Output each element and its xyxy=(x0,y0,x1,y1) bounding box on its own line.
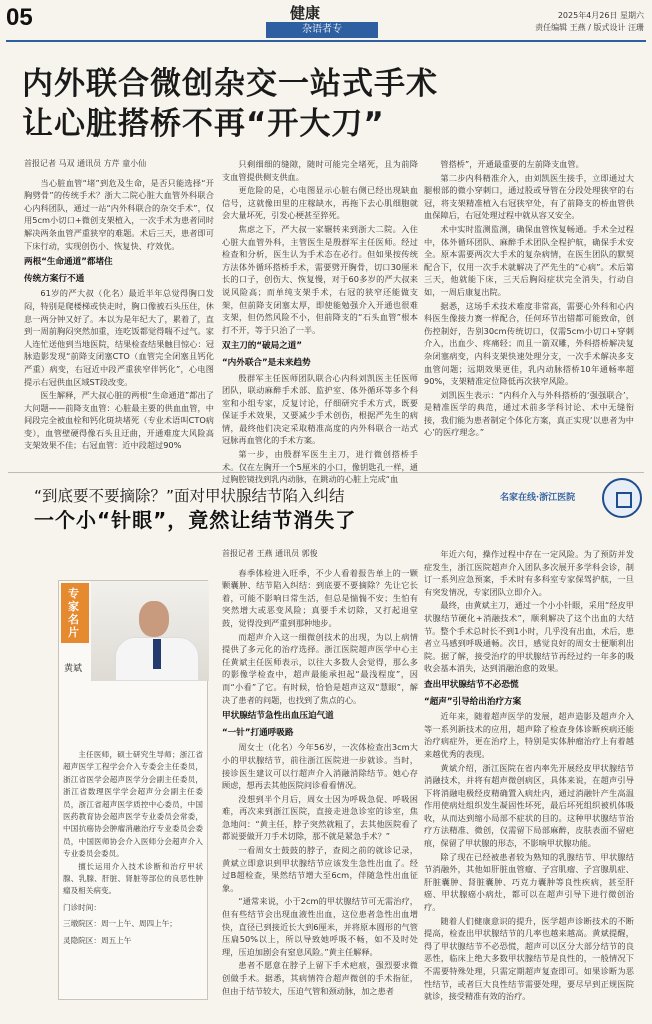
subheading: “内外联合”是未来趋势 xyxy=(222,357,311,368)
subheading: “一针”打通呼吸路 xyxy=(222,727,294,738)
paragraph: 更危险的是，心电图显示心脏右侧已经出现缺血信号，这就像田里的庄稼缺水，再拖下去心肌细胞就会大量坏死，引发心梗甚至猝死。 xyxy=(222,185,418,221)
article1-column-1 xyxy=(24,158,214,466)
page-number: 05 xyxy=(6,4,33,31)
subheading: 两根“生命通道”都堵住 xyxy=(24,257,113,268)
subheading: 查出甲状腺结节不必恐慌 xyxy=(424,679,519,690)
clinic-hours-title: 门诊时间： xyxy=(63,902,101,912)
paragraph: 除了现在已经被患者较为熟知的乳腺结节、甲状腺结节消融外，其他如肝脏血管瘤、子宫肌瘤、子宫腺肌症、肝脏囊肿、肾脏囊肿、巧克力囊肿等良性疾病，甚至肝癌、甲状腺癌小病灶，都可以在超声引导下进行微创治疗。 xyxy=(424,851,634,913)
paragraph: 春季体检进入旺季，不少人看着报告单上的一颗颗囊肿、结节陷入纠结：到底要不要摘除？先让它长着，可能不影响日常生活，但总是惴惴不安；生怕有突然增大或恶变风险；真要手术切除，又打起退堂鼓，觉得没到严重到那种地步。 xyxy=(222,567,418,628)
expert-specialty: 擅长运用介入技术诊断和治疗甲状腺、乳腺、肝脏、肾脏等部位的良恶性肿瘤及相关病变。 xyxy=(63,861,203,896)
paragraph: 第一步，由殷群军医生主刀，进行微创搭桥手术。仅在左胸开一个5厘米的小口，像钥匙孔一样，通过胸腔镜找到乳内动脉，在跳动的心脏上完成“血 xyxy=(222,449,418,485)
paragraph: 医生解释，严大叔心脏的两根“生命通道”都出了大问题——前降支血管：心脏最主要的供血血管，中间段完全被血栓和钙化斑块堵死（专业术语叫CTO病变），血管壁硬得像石头且迂曲，开通难度大风险高支架效果不佳；右冠血管：近中段超过90% xyxy=(24,390,214,451)
hospital-logo-text: 名家在线·浙江医院 xyxy=(500,493,576,503)
expert-photo xyxy=(91,581,209,681)
expert-name: 黄斌 xyxy=(64,664,83,674)
paragraph: 殷群军主任医师团队联合心内科刘凯医主任医师团队，联动麻醉手术部、监护室、体外循环等多个科室和小组专家，反复讨论，仔细研究手术方式，既要保证手术效果，又要减少手术创伤，根据严先生的病情，最终他们决定采取精准高度的内外科联合一站式冠脉再血管化的手术方案。 xyxy=(222,372,418,446)
article2-headline: 一个小“针眼”，竟然让结节消失了 xyxy=(34,508,357,532)
expert-bio-text: 主任医师，硕士研究生导师；浙江省超声医学工程学会介入专委会主任委员，浙江省医学会超声医学分会副主任委员，浙江省数理医学学会超声分会副主任委员，浙江省超声医学质控中心委员，中国医药教育协会超声医学专业委员会常委，中国抗癌协会肿瘤消融治疗专业委员会委员，中国医师协会介入医师分会超声介入专业委员会委员。 xyxy=(63,750,203,859)
paragraph: 焦虑之下，严大叔一家辗转来到浙大二院。入住心脏大血管外科，主管医生是殷群军主任医师。经过检查和分析，医生认为手术态在必行。但如果按传统方法体外循环搭桥手术，需要劈开胸骨，切口30厘米长的口子，创伤大、恢复慢，对于60多岁的严大叔来说风险高；而单纯支架手术，右冠的狭窄还能做支架，但前降支闭塞太厚，即使能勉强介入开通也很难支架，但仍然风险不小，但前降支的“石头血管”根本打不开，等于只治了一半。 xyxy=(222,223,418,335)
article2-column-2 xyxy=(424,548,634,1018)
section-divider xyxy=(8,472,644,473)
hospital-seal-icon xyxy=(602,478,642,518)
paragraph: 术中实时监测监测，确保血管恢复畅通。手术全过程中，体外循环团队、麻醉手术团队全程护航，确保手术安全。原本需要两次大手术的复杂病情，在医生团队的默契配合下，仅用一次手术就解决了严先生的“心病”。术后第三天，他就能下床，三天后胸闷症状完全消失，行动自如，一周后康复出院。 xyxy=(424,223,634,297)
expert-card-tag: 专家名片 xyxy=(61,583,89,643)
photo-tie xyxy=(153,639,161,669)
article1-column-2 xyxy=(222,158,418,485)
paragraph: 管搭桥”，开通最重要的左前降支血管。 xyxy=(440,159,584,169)
article1-headline xyxy=(22,64,632,144)
paragraph: 只剩细细的缝隙，随时可能完全堵死，且为前降支血管提供侧支供血。 xyxy=(222,159,418,182)
expert-bio xyxy=(63,749,203,947)
expert-card xyxy=(58,580,208,1000)
subheading: 双主刀的“破局之道” xyxy=(222,341,303,352)
article2-column-1 xyxy=(222,548,418,1018)
paragraph: 一看周女士鼓鼓的脖子，查阅之前的就诊记录，黄斌立即意识到甲状腺结节应该发生急性出血了。经过B超检查，果然结节增大至6cm，伴随急性出血征象。 xyxy=(222,845,418,893)
hospital-logo xyxy=(500,478,642,518)
paragraph: 近年来，随着超声医学的发展，超声造影及超声介入等一系列新技术的应用，超声除了检查身体诊断疾病还能治疗病症外，更在治疗上，特别是实体肿瘤治疗上有着越来越优秀的表现。 xyxy=(424,711,634,759)
article2-kicker: “到底要不要摘除？”面对甲状腺结节陷入纠结 xyxy=(34,487,345,505)
paragraph: 当心脏血管“堵”到危及生命，是否只能选择“开胸劈骨”的传统手术？浙大二院心脏大血管外科联合心内科团队，通过一站“内外科联合的杂交手术”，仅用5cm小切口+微创支架植入，一次手术为患者同时解决两条血管严重狭窄的难题。术后三天，患者即可下床行动，实现创伤小、恢复快、疗效优。 xyxy=(24,177,214,251)
paragraph: 第二步内科精准介入，由刘凯医生接手，立即通过大腿根部的微小穿刺口，通过股或导管在分段处理狭窄的右冠，将支架精准植入右冠狭窄处，有了前降支的桥血管供血保障后，右冠处理过程中就从容又安全。 xyxy=(424,172,634,221)
clinic-hours-line: 三墩院区：周一上午、周四上午； xyxy=(63,919,177,929)
paragraph: 年近六旬，操作过程中存在一定风险。为了预防并发症发生，浙江医院超声介入团队多次展开多学科会诊，制订一系列应急预案，手术时有多科室专家保驾护航，一旦有突发情况，专家团队立即介入。 xyxy=(424,549,634,597)
paragraph: “通常来说，小于2cm的甲状腺结节可无需治疗，但有些结节会出现血液性出血，这位患者急性出血增快，直径已到接近长大到6厘米，并将原本圆形的气管压扁50%以上，所以导致她呼吸不畅，如不及时处理，压迫加剧会有窒息风险。”黄主任解释。 xyxy=(222,896,418,957)
paragraph: 61岁的严大叔（化名）最近半年总觉得胸口发闷，特别是爬楼梯或快走时，胸口像被石头压住，休息一两分钟又好了。本以为是年纪大了，累着了，直到一周前胸闷突然加重，连吃饭都觉得喘不过气。家人连忙送他到当地医院，结果检查结果触目惊心：冠脉造影发现“前降支闭塞CTO（血管完全闭塞且钙化严重）病变，右冠近中段严重狭窄伴钙化”，心电图提示右冠供血区域ST段改变。 xyxy=(24,288,214,387)
paragraph: 而超声介入这一细微创技术的出现，为以上病情提供了多元化的治疗选择。浙江医院超声医学中心主任黄斌主任医师表示，以往大多数人会觉得，那么多的影像学检查中，超声最能承担起“最浅程度”，因而“小看”了它。有时候，恰恰是超声这双“慧眼”，解决了患者的问题，也找到了焦点的心。 xyxy=(222,631,418,705)
subheading: 传统方案行不通 xyxy=(24,273,85,284)
article1-column-3 xyxy=(424,158,634,466)
photo-head xyxy=(139,601,169,637)
masthead xyxy=(0,0,652,44)
article2-byline: 首报记者 王燕 通讯员 郭俊 xyxy=(222,549,318,558)
subheading: “超声”引导给出治疗方案 xyxy=(424,696,522,707)
article1-byline: 首报记者 马双 通讯员 方芹 童小仙 xyxy=(24,159,147,168)
subheading: 甲状腺结节急性出血压迫气道 xyxy=(222,711,334,722)
clinic-hours-line: 灵隐院区：周五上午 xyxy=(63,935,132,945)
top-rule xyxy=(6,40,646,42)
dateline xyxy=(535,10,644,34)
section-tag: 杂语者专 xyxy=(266,22,378,38)
issue-date: 2025年4月26日 星期六 xyxy=(557,11,644,20)
article1-headline-line2: 让心脏搭桥不再“开大刀” xyxy=(22,106,385,142)
paragraph: 患者不愿意在脖子上留下手术疤痕，强烈要求微创做手术。据悉，其病情符合超声微创的手术指征，但由于结节较大，压迫气管和颈动脉，加之患者 xyxy=(222,960,418,996)
paragraph: 最终，由黄斌主刀，通过一个小小针眼，采用“经皮甲状腺结节硬化+消融技术”，顺利解决了这个出血的大结节。整个手术总时长不到1小时，几乎没有出血，术后，患者立马感到呼吸通畅。次日，感觉良好的周女士便顺利出院。据了解，接受治疗的甲状腺结节再经过约一年多的吸收会基本消失，达到消融治愈的效果。 xyxy=(424,600,634,674)
paragraph: 据悉，这场手术技术难度非常高，需要心外科和心内科医生像接力赛一样配合，任何环节出错都可能致命，创伤控制好，告别30cm传统切口，仅需5cm小切口+穿刺介入，出血少、疼痛轻；而且一箭双雕，外科搭桥解决复杂闭塞病变，内科支架快速处理分支，一次手术解决多支血管问题；远期效果更佳，乳内动脉搭桥10年通畅率超90%，支架精准定位降低再次狭窄风险。 xyxy=(424,300,634,387)
paragraph: 没想到半个月后，周女士因为呼吸急促、呼吸困难，再次来到浙江医院，直接走进急诊室的诊室，焦急地问：“黄主任，脖子突然就粗了，去其他医院看了都说要做开刀手术切除，那不就是紧急手术？” xyxy=(222,793,418,842)
editors-credit: 责任编辑 王燕 / 版式设计 汪珊 xyxy=(535,23,644,32)
paragraph: 随着人们健康意识的提升，医学超声诊断技术的不断提高，检查出甲状腺结节的几率也越来越高。黄斌提醒，得了甲状腺结节不必恐慌，超声可以区分大部分结节的良恶性，临床上绝大多数甲状腺结节是良性的，一般情况下不需要特殊处理，只需定期超声复查即可。如果诊断为恶性结节，或者巨大良性结节需要处理，要尽早到正规医院就诊，接受精准有效的治疗。 xyxy=(424,915,634,1002)
paragraph: 刘凯医生表示：“内科介入与外科搭桥的‘强强联合’，是精准医学的典范，通过术前多学科讨论、术中无缝衔接，我们能为患者制定个体化方案，真正实现‘以患者为中心’的医疗理念。” xyxy=(424,389,634,438)
paragraph: 黄斌介绍，浙江医院在省内率先开展经皮甲状腺结节消融技术，并将有超声微创病区，具体来说，在超声引导下将消融电极经皮精确置入病灶内，通过消融针产生高温作用使病灶组织发生凝固性坏死，最后坏死组织被机体吸收，从而达到缩小局部不症状的目的。这种甲状腺结节治疗方法精准、微创，仅需留下局部麻醉，皮肤表面不留疤痕，保留了甲状腺的形态，不影响甲状腺功能。 xyxy=(424,762,634,849)
section-title: 健康 xyxy=(290,4,321,22)
article1-headline-line1: 内外联合微创杂交一站式手术 xyxy=(22,66,438,102)
paragraph: 周女士（化名）今年56岁，一次体检查出3cm大小的甲状腺结节，前往浙江医院进一步就诊。当时，接诊医生建议可以行超声介入消融消除结节。她心存顾虑，想再去其他医院问诊看看情况。 xyxy=(222,742,418,791)
